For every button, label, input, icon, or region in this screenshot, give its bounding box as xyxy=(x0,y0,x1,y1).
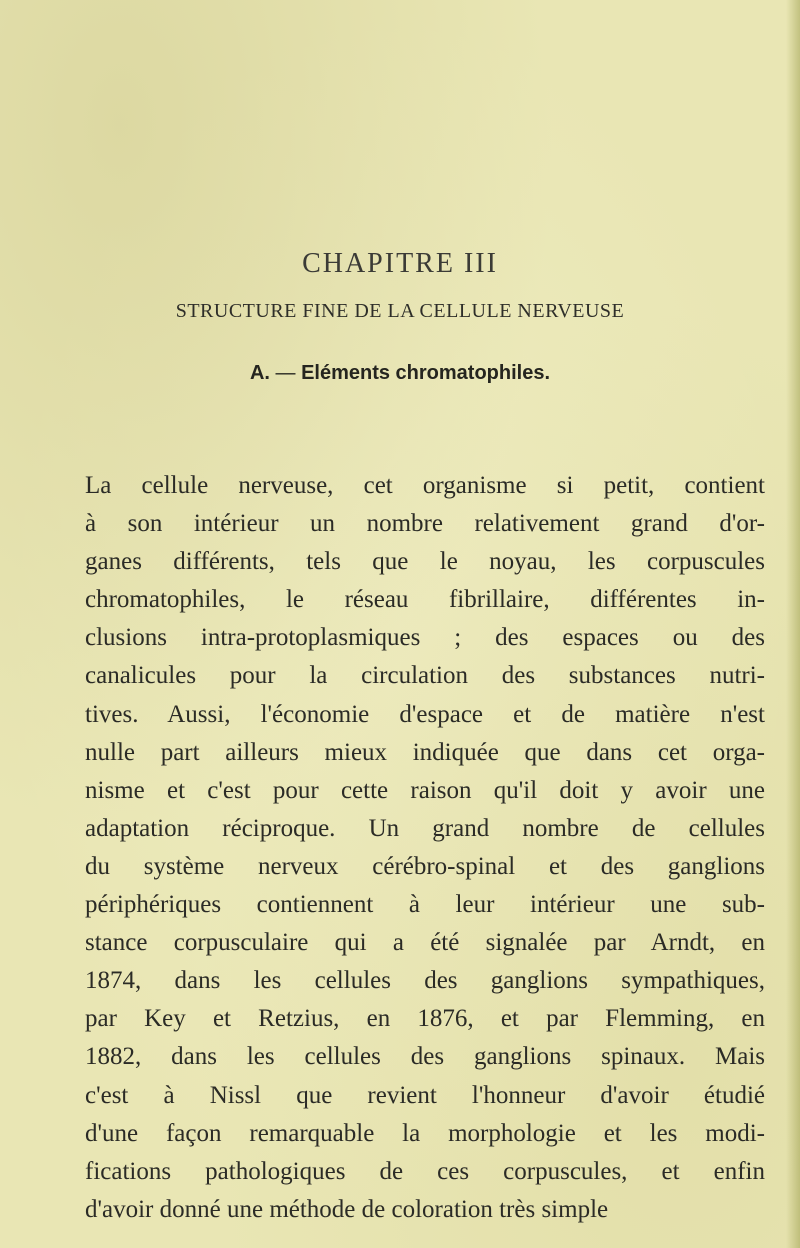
body-line: 1874, dans les cellules des ganglions sympathiques, xyxy=(85,967,765,995)
section-heading xyxy=(0,362,800,385)
body-line: canalicules pour la circulation des substances nutri- xyxy=(85,662,765,690)
body-line: du système nerveux cérébro-spinal et des ganglions xyxy=(85,852,765,880)
body-line: 1882, dans les cellules des ganglions spinaux. Mais xyxy=(85,1043,765,1071)
body-line: d'avoir donné une méthode de coloration très simple xyxy=(85,1195,609,1223)
chapter-title: CHAPITRE III xyxy=(302,248,498,279)
body-text xyxy=(85,467,765,1229)
body-line: c'est à Nissl que revient l'honneur d'avoir étudié xyxy=(85,1081,765,1109)
body-line: clusions intra-protoplasmiques ; des espaces ou des xyxy=(85,624,765,652)
body-line: à son intérieur un nombre relativement grand d'or- xyxy=(85,510,765,538)
body-line: adaptation réciproque. Un grand nombre de cellules xyxy=(85,814,765,842)
body-line: La cellule nerveuse, cet organisme si petit, contient xyxy=(85,472,765,499)
body-line: périphériques contiennent à leur intérieur une sub- xyxy=(85,891,765,919)
body-line: par Key et Retzius, en 1876, et par Flemming, en xyxy=(85,1005,765,1033)
body-line: stance corpusculaire qui a été signalée par Arndt, en xyxy=(85,929,765,957)
section-title: Eléments chromatophiles. xyxy=(301,362,551,384)
section-separator: — xyxy=(275,362,296,384)
body-line: fications pathologiques de ces corpuscules, et enfin xyxy=(85,1157,765,1185)
page-edge xyxy=(786,0,800,1248)
body-line: chromatophiles, le réseau fibrillaire, différentes in- xyxy=(85,586,765,614)
body-line: nulle part ailleurs mieux indiquée que dans cet orga- xyxy=(85,738,765,766)
section-letter: A. xyxy=(249,362,270,384)
body-line: nisme et c'est pour cette raison qu'il doit y avoir une xyxy=(85,776,765,804)
body-line: d'une façon remarquable la morphologie et les modi- xyxy=(85,1119,765,1147)
chapter-subtitle: STRUCTURE FINE DE LA CELLULE NERVEUSE xyxy=(175,300,625,322)
body-line: ganes différents, tels que le noyau, les corpuscules xyxy=(85,548,765,576)
body-line: tives. Aussi, l'économie d'espace et de matière n'est xyxy=(85,700,765,728)
